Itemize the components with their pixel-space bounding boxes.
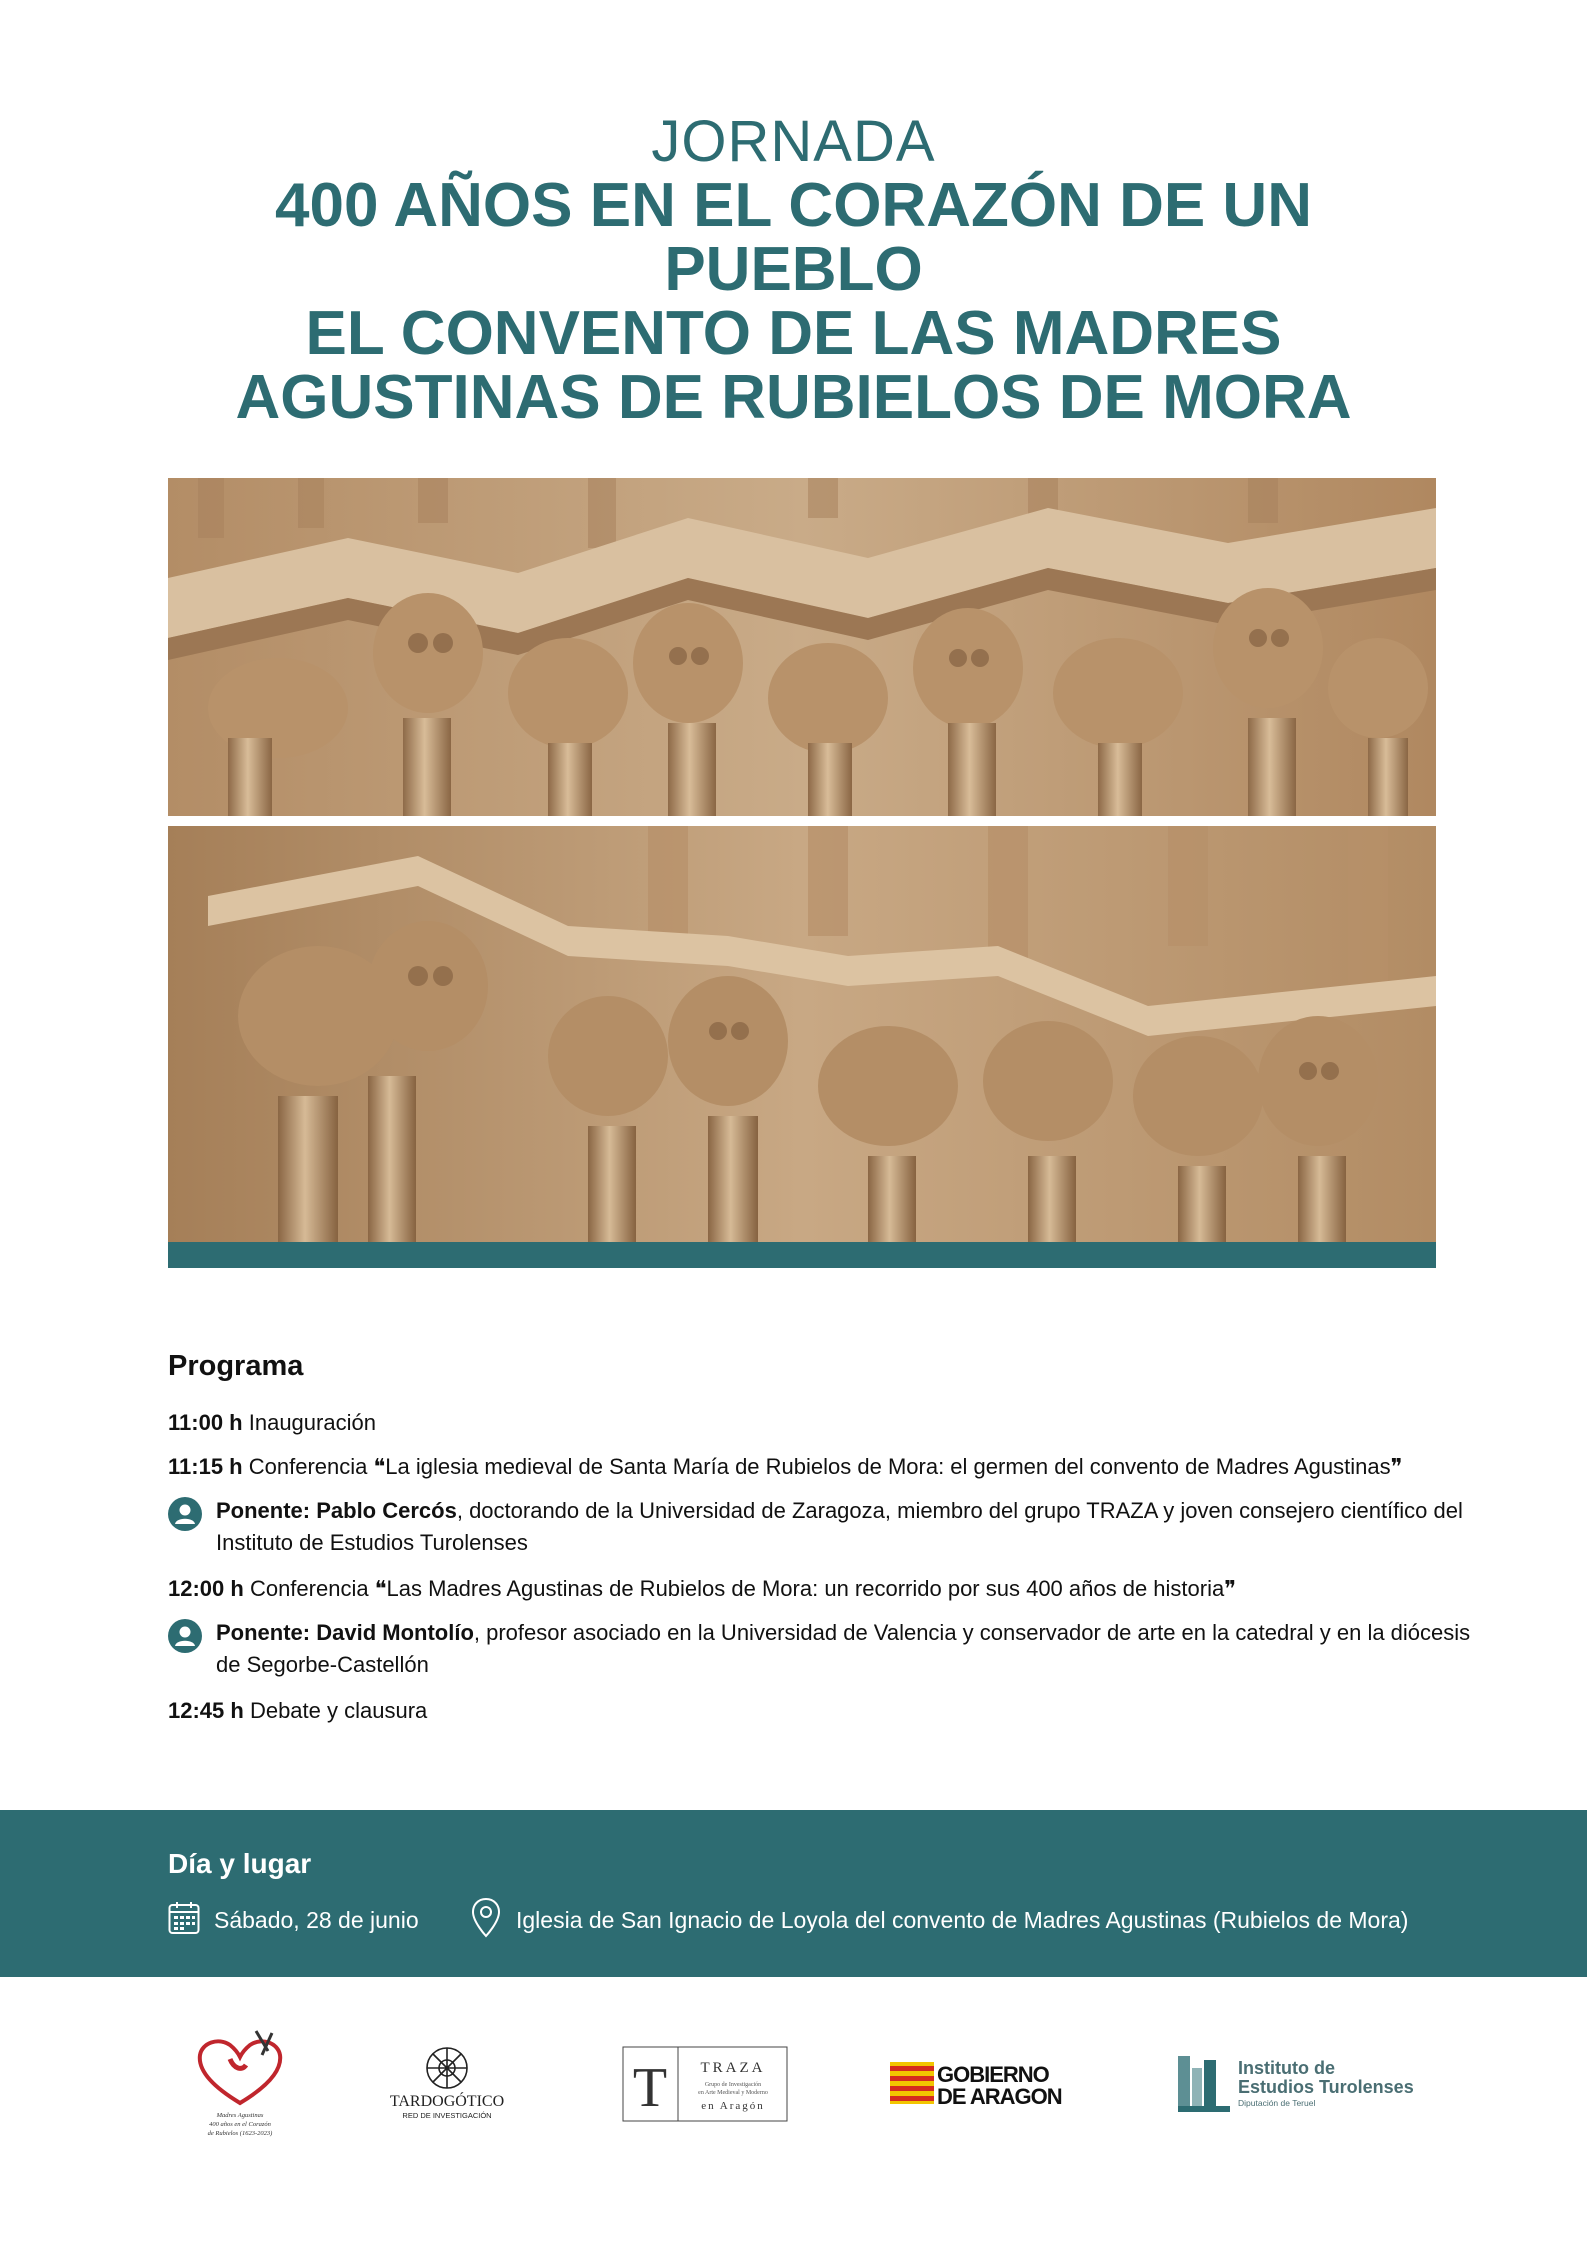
title-line-2: PUEBLO [664,235,923,304]
dia-lugar-heading: Día y lugar [168,1848,312,1879]
speaker-pablo-cercos [168,1495,1476,1559]
logo-madres-agustinas [190,2025,290,2143]
program-text: Conferencia ❝Las Madres Agustinas de Rubielos de Mora: un recorrido por sus 400 años de historia❞ [249,1576,1237,1601]
logo-tardogotico-name: TARDOGÓTICO [389,2093,505,2110]
program-heading: Programa [168,1350,304,1382]
capitals-illustration-bottom [168,826,1436,1242]
program-item-clausura [168,1695,1468,1727]
event-place [470,1898,1408,1942]
program-item-inauguracion [168,1407,1468,1439]
program-time: 11:15 h [168,1454,243,1479]
logo-agustinas-line-2: 400 años en el Corazón [209,2121,271,2128]
dia-lugar-band [0,1810,1587,1977]
logo-iet-line-2: Estudios Turolenses [1238,2077,1414,2097]
program-time: 11:00 h [168,1410,243,1435]
logo-instituto-estudios-turolenses [1170,2050,1440,2120]
logo-traza-letter: T [632,2057,668,2119]
title-line-4: AGUSTINAS DE RUBIELOS DE MORA [235,363,1352,432]
speaker-description: , doctorando de la Universidad de Zaragoza, miembro del grupo TRAZA y joven consejero científico del Instituto de Estudios Turolenses [216,1498,1463,1555]
logo-traza-region: en Aragón [701,2100,765,2112]
person-icon [168,1497,202,1531]
program-section [168,1350,1471,1739]
logo-aragon-line-2: DE ARAGON [937,2084,1062,2108]
capitals-photo-top [168,478,1436,816]
logo-traza-line-1: Grupo de Investigación [704,2082,762,2088]
logo-tardogotico-sub: RED DE INVESTIGACIÓN [402,2111,492,2120]
program-item-conferencia-1 [168,1451,1468,1483]
logo-tardogotico [372,2040,522,2130]
title-line-1: 400 AÑOS EN EL CORAZÓN DE UN [275,171,1312,240]
capitals-photo-bottom [168,826,1436,1242]
logo-traza-line-2: en Arte Medieval y Moderno [698,2090,768,2096]
speaker-label: Ponente: Pablo Cercós [216,1498,457,1523]
program-time: 12:45 h [168,1698,244,1723]
poster-header [0,110,1587,430]
program-text: Inauguración [248,1410,376,1435]
program-time: 12:00 h [168,1576,244,1601]
calendar-icon [168,1901,200,1940]
logo-aragon-line-1: GOBIERNO [937,2062,1049,2087]
person-icon [168,1619,202,1653]
logo-agustinas-line-1: Madres Agustinas [216,2112,264,2119]
event-date-text: Sábado, 28 de junio [214,1906,419,1933]
event-date [168,1900,419,1940]
event-place-text: Iglesia de San Ignacio de Loyola del convento de Madres Agustinas (Rubielos de Mora) [516,1906,1409,1933]
speaker-label: Ponente: David Montolío [216,1620,474,1645]
sponsor-logos [0,2020,1587,2150]
logo-gobierno-aragon [890,2058,1090,2108]
logo-agustinas-line-3: de Rubielos (1623-2023) [207,2130,273,2137]
logo-iet-line-3: Diputación de Teruel [1238,2098,1316,2108]
logo-traza-name: TRAZA [700,2060,766,2076]
program-text: Debate y clausura [249,1698,428,1723]
logo-traza [622,2046,788,2122]
photo-accent-band [168,1242,1436,1268]
title-line-3: EL CONVENTO DE LAS MADRES [305,299,1282,368]
logo-iet-line-1: Instituto de [1238,2058,1335,2078]
event-kicker: JORNADA [651,109,936,174]
program-item-conferencia-2 [168,1573,1468,1605]
program-text: Conferencia ❝La iglesia medieval de Santa María de Rubielos de Mora: el germen del convento de Madres Agustinas❞ [248,1454,1403,1479]
capitals-illustration-top [168,478,1436,816]
speaker-david-montolio [168,1617,1476,1681]
location-pin-icon [470,1897,502,1944]
speaker-description: , profesor asociado en la Universidad de Valencia y conservador de arte en la catedral y en la diócesis de Segorbe-Castellón [216,1620,1471,1677]
